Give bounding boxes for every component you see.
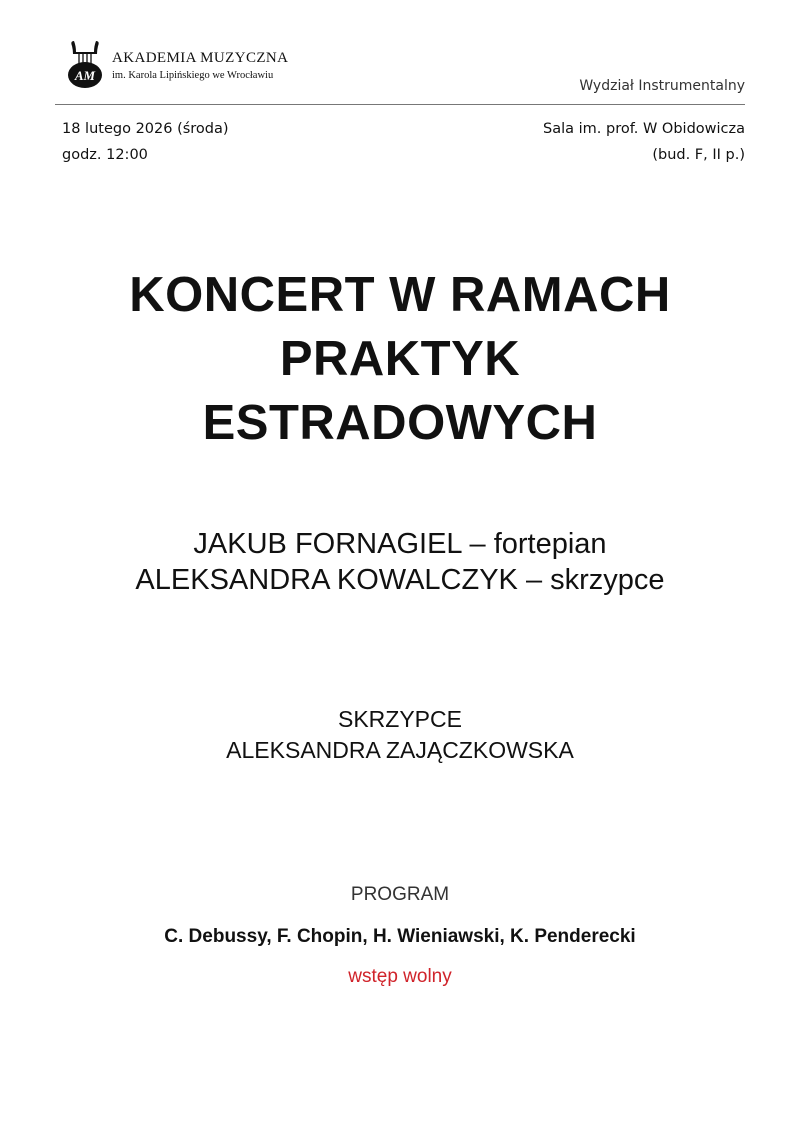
department-name: Wydział Instrumentalny [579,78,745,94]
teacher-class: SKRZYPCE [338,706,462,732]
academy-name: AKADEMIA MUZYCZNA [112,50,289,66]
venue-hall: Sala im. prof. W Obidowicza [543,121,745,137]
performers-list [0,526,800,598]
admission-note: wstęp wolny [348,966,452,987]
event-time: godz. 12:00 [62,147,148,163]
teacher-block [0,704,800,766]
program-label: PROGRAM [350,884,450,905]
title-line: PRAKTYK [279,332,521,386]
logo-monogram: AM [74,68,96,83]
academy-logo [66,40,306,90]
event-date-time [62,116,229,168]
title-line: KONCERT W RAMACH [129,268,671,322]
concert-title [0,263,800,455]
title-line: ESTRADOWYCH [202,396,598,450]
program-composers: C. Debussy, F. Chopin, H. Wieniawski, K. Penderecki [164,926,636,947]
performer: JAKUB FORNAGIEL – fortepian [193,528,607,560]
event-date: 18 lutego 2026 (środa) [62,121,229,137]
venue-building: (bud. F, II p.) [652,147,745,163]
academy-subtitle: im. Karola Lipińskiego we Wrocławiu [112,70,274,81]
header-divider [55,104,745,105]
event-venue [543,116,745,168]
performer: ALEKSANDRA KOWALCZYK – skrzypce [135,564,665,596]
lyre-icon [66,40,104,90]
teacher-name: ALEKSANDRA ZAJĄCZKOWSKA [226,737,574,763]
